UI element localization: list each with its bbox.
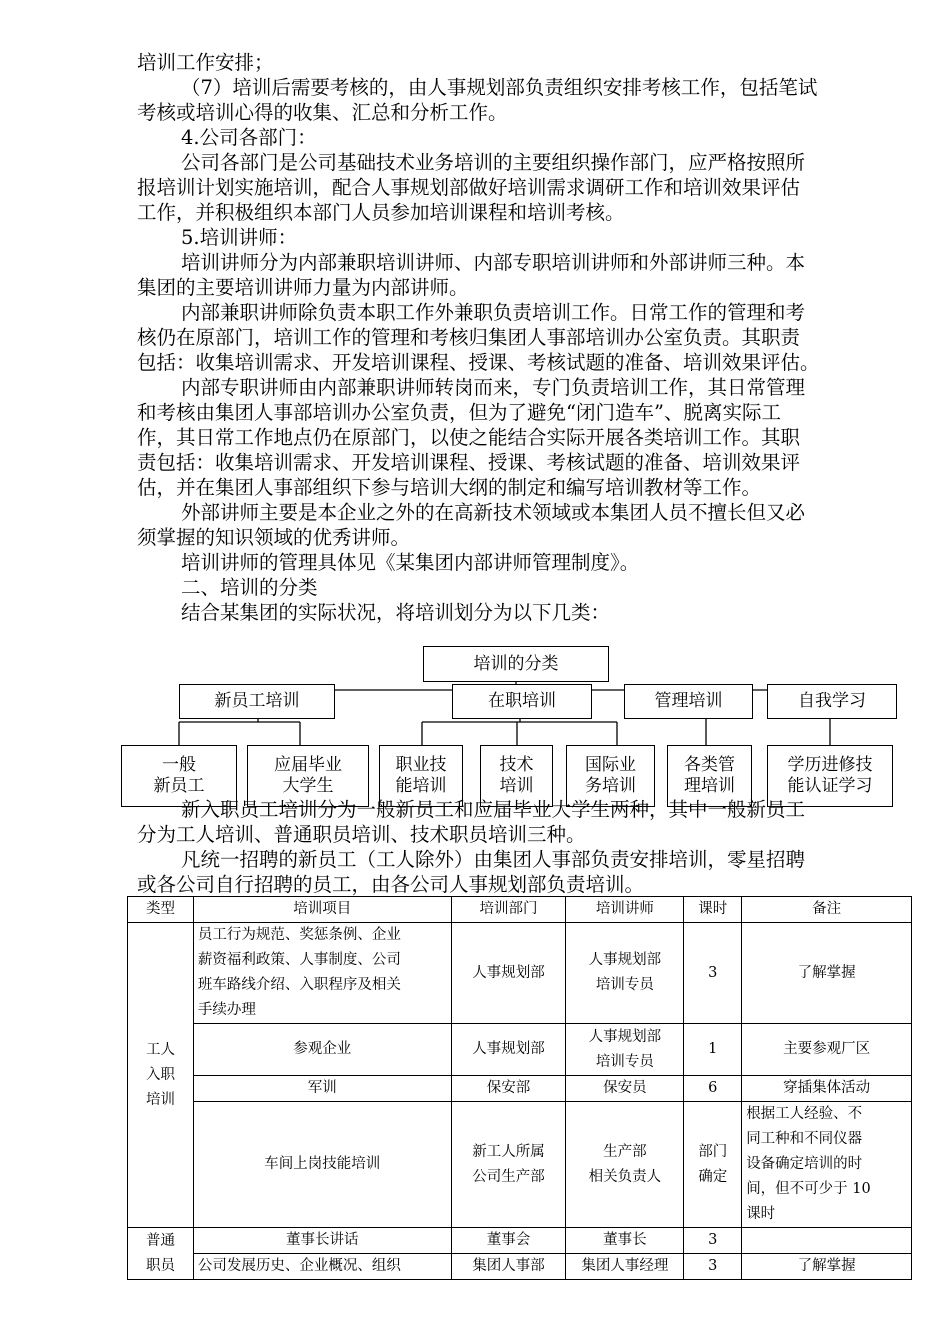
text-line: 工作，并积极组织本部门人员参加培训课程和培训考核。 xyxy=(137,201,625,224)
item-cell: 公司发展历史、企业概况、组织 xyxy=(193,1254,451,1280)
table-header: 类型 xyxy=(128,897,194,923)
item-cell: 车间上岗技能培训 xyxy=(193,1102,451,1228)
text-line: 核仍在原部门，培训工作的管理和考核归集团人事部培训办公室负责。其职责 xyxy=(137,326,801,349)
dept-cell: 董事会 xyxy=(451,1228,566,1254)
diagram-node-label: 在职培训 xyxy=(488,691,556,711)
lecturer-cell: 保安员 xyxy=(566,1076,684,1102)
hours-cell: 部门 确定 xyxy=(684,1102,742,1228)
text-line: 集团的主要培训讲师力量为内部讲师。 xyxy=(137,276,469,299)
text-line: 作，其日常工作地点仍在原部门，以使之能结合实际开展各类培训工作。其职 xyxy=(137,426,801,449)
lecturer-cell: 生产部 相关负责人 xyxy=(566,1102,684,1228)
diagram-leaf-label: 技术 培训 xyxy=(499,755,534,796)
table-header: 培训部门 xyxy=(451,897,566,923)
item-cell: 员工行为规范、奖惩条例、企业 薪资福利政策、人事制度、公司 班车路线介绍、入职程序及相关 手续办理 xyxy=(193,923,451,1024)
text-line: 二、培训的分类 xyxy=(181,576,318,599)
diagram-node-onjob xyxy=(452,684,592,719)
diagram-root xyxy=(423,646,609,682)
text-line: 结合某集团的实际状况，将培训划分为以下几类： xyxy=(181,601,611,624)
text-line: 须掌握的知识领域的优秀讲师。 xyxy=(137,526,411,549)
diagram-node-new-staff xyxy=(179,684,335,719)
dept-cell: 新工人所属 公司生产部 xyxy=(451,1102,566,1228)
diagram-leaf-label: 应届毕业 大学生 xyxy=(274,755,342,796)
table-row xyxy=(128,1076,912,1102)
diagram-leaf-label: 各类管 理培训 xyxy=(684,755,735,796)
diagram-node-label: 自我学习 xyxy=(798,691,866,711)
note-cell xyxy=(742,1228,912,1254)
lecturer-cell: 人事规划部 培训专员 xyxy=(566,1024,684,1076)
text-line: （7）培训后需要考核的，由人事规划部负责组织安排考核工作，包括笔试 xyxy=(181,76,818,99)
text-line: 内部专职讲师由内部兼职讲师转岗而来，专门负责培训工作，其日常管理 xyxy=(181,376,806,399)
hours-cell: 6 xyxy=(684,1076,742,1102)
training-schedule-table xyxy=(127,896,912,1280)
diagram-leaf-label: 学历进修技 能认证学习 xyxy=(787,755,873,796)
body-text-bottom xyxy=(137,797,905,897)
lecturer-cell: 董事长 xyxy=(566,1228,684,1254)
table-header: 培训项目 xyxy=(193,897,451,923)
text-line: 内部兼职讲师除负责本职工作外兼职负责培训工作。日常工作的管理和考 xyxy=(181,301,806,324)
lecturer-cell: 人事规划部 培训专员 xyxy=(566,923,684,1024)
type-cell: 普通 职员 xyxy=(128,1228,194,1280)
text-line: 外部讲师主要是本企业之外的在高新技术领域或本集团人员不擅长但又必 xyxy=(181,501,806,524)
diagram-node-label: 管理培训 xyxy=(654,691,723,711)
dept-cell: 人事规划部 xyxy=(451,923,566,1024)
note-cell: 根据工人经验、不 同工种和不同仪器 设备确定培训的时 间，但不可少于 10 课时 xyxy=(742,1102,912,1228)
dept-cell: 集团人事部 xyxy=(451,1254,566,1280)
item-cell: 军训 xyxy=(193,1076,451,1102)
text-line: 责包括：收集培训需求、开发培训课程、授课、考核试题的准备、培训效果评 xyxy=(137,451,801,474)
text-line: 5.培训讲师： xyxy=(181,226,298,249)
diagram-leaf-label: 国际业 务培训 xyxy=(585,755,636,796)
table-header: 课时 xyxy=(684,897,742,923)
note-cell: 了解掌握 xyxy=(742,923,912,1024)
hours-cell: 1 xyxy=(684,1024,742,1076)
text-line: 估，并在集团人事部组织下参与培训大纲的制定和编写培训教材等工作。 xyxy=(137,476,762,499)
text-line: 报培训计划实施培训，配合人事规划部做好培训需求调研工作和培训效果评估 xyxy=(137,176,801,199)
table-header: 备注 xyxy=(742,897,912,923)
dept-cell: 人事规划部 xyxy=(451,1024,566,1076)
diagram-root-label: 培训的分类 xyxy=(473,653,559,674)
text-line: 培训讲师的管理具体见《某集团内部讲师管理制度》。 xyxy=(181,551,640,574)
text-line: 包括：收集培训需求、开发培训课程、授课、考核试题的准备、培训效果评估。 xyxy=(137,351,820,374)
text-line: 分为工人培训、普通职员培训、技术职员培训三种。 xyxy=(137,823,586,846)
item-cell: 董事长讲话 xyxy=(193,1228,451,1254)
table-row xyxy=(128,923,912,1024)
table-row xyxy=(128,1254,912,1280)
diagram-node-management xyxy=(624,684,753,719)
text-line: 或各公司自行招聘的员工，由各公司人事规划部负责培训。 xyxy=(137,873,645,896)
text-line: 新入职员工培训分为一般新员工和应届毕业大学生两种，其中一般新员工 xyxy=(181,798,806,821)
diagram-node-label: 新员工培训 xyxy=(214,691,300,711)
text-line: 考核或培训心得的收集、汇总和分析工作。 xyxy=(137,101,508,124)
text-line: 4.公司各部门： xyxy=(181,126,317,149)
diagram-node-selfstudy xyxy=(767,684,897,719)
text-line: 和考核由集团人事部培训办公室负责，但为了避免“闭门造车”、脱离实际工 xyxy=(137,401,781,424)
note-cell: 穿插集体活动 xyxy=(742,1076,912,1102)
dept-cell: 保安部 xyxy=(451,1076,566,1102)
text-line: 培训讲师分为内部兼职培训讲师、内部专职培训讲师和外部讲师三种。本 xyxy=(181,251,806,274)
diagram-leaf-label: 一般 新员工 xyxy=(153,755,205,796)
lecturer-cell: 集团人事经理 xyxy=(566,1254,684,1280)
text-line: 凡统一招聘的新员工（工人除外）由集团人事部负责安排培训，零星招聘 xyxy=(181,848,806,871)
text-line: 培训工作安排； xyxy=(137,51,274,74)
hours-cell: 3 xyxy=(684,1228,742,1254)
text-line: 公司各部门是公司基础技术业务培训的主要组织操作部门，应严格按照所 xyxy=(181,151,806,174)
diagram-leaf-label: 职业技 能培训 xyxy=(395,755,447,796)
note-cell: 主要参观厂区 xyxy=(742,1024,912,1076)
table-row xyxy=(128,1228,912,1254)
table-header: 培训讲师 xyxy=(566,897,684,923)
hours-cell: 3 xyxy=(684,923,742,1024)
item-cell: 参观企业 xyxy=(193,1024,451,1076)
type-cell: 工人 入职 培训 xyxy=(128,923,194,1228)
table-row xyxy=(128,1024,912,1076)
hours-cell: 3 xyxy=(684,1254,742,1280)
table-row xyxy=(128,1102,912,1228)
note-cell: 了解掌握 xyxy=(742,1254,912,1280)
